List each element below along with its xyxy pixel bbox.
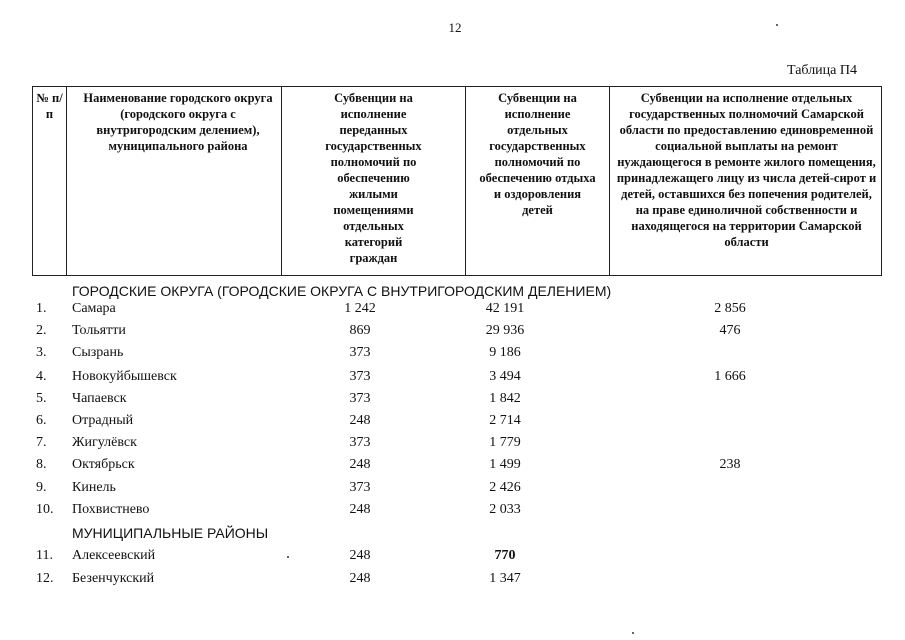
row-name: Тольятти: [72, 323, 126, 338]
row-housing-value: 248: [349, 571, 371, 586]
row-number: 8.: [36, 457, 47, 472]
row-repair-value: 476: [719, 323, 741, 338]
header-col-recreation-subvention: Субвенции на исполнение отдельных государственных полномочий по обеспечению отдыха и оздоровления детей: [466, 87, 610, 275]
section-title-city-districts: ГОРОДСКИЕ ОКРУГА (ГОРОДСКИЕ ОКРУГА С ВНУТРИГОРОДСКИМ ДЕЛЕНИЕМ): [72, 283, 612, 299]
table-label: Таблица П4: [787, 63, 857, 78]
row-recreation-value: 29 936: [485, 323, 525, 338]
row-number: 7.: [36, 435, 47, 450]
row-recreation-value: 2 033: [489, 502, 521, 517]
row-recreation-value: 1 779: [489, 435, 521, 450]
row-name: Жигулёвск: [72, 435, 137, 450]
row-name: Октябрьск: [72, 457, 135, 472]
row-number: 4.: [36, 369, 47, 384]
header-col-name: Наименование городского округа (городского округа с внутригородским делением), муниципального района: [67, 87, 282, 275]
row-housing-value: 869: [349, 323, 371, 338]
table-row: [0, 320, 905, 342]
table-row: [0, 410, 905, 432]
row-name: Сызрань: [72, 345, 124, 360]
row-housing-value: 248: [349, 502, 371, 517]
row-name: Самара: [72, 301, 116, 316]
table-header: [32, 86, 882, 276]
row-housing-value: 248: [349, 413, 371, 428]
table-row: [0, 366, 905, 388]
row-recreation-value: 9 186: [489, 345, 521, 360]
table-row: [0, 432, 905, 454]
row-repair-value: 1 666: [714, 369, 746, 384]
table-row: [0, 388, 905, 410]
row-housing-value: 248: [349, 457, 371, 472]
row-number: 6.: [36, 413, 47, 428]
row-repair-value: 238: [719, 457, 741, 472]
row-recreation-value: 3 494: [489, 369, 521, 384]
row-housing-value: 248: [349, 548, 371, 563]
row-name: Безенчукский: [72, 571, 155, 586]
row-repair-value: 2 856: [714, 301, 746, 316]
row-name: Алексеевский: [72, 548, 156, 563]
table-row: [0, 545, 905, 567]
page-number: 12: [448, 20, 462, 35]
row-recreation-value: 1 842: [489, 391, 521, 406]
header-col-housing-subvention: Субвенции на исполнение переданных государственных полномочий по обеспечению жилыми помещениями отдельных категорий граждан: [282, 87, 466, 275]
row-recreation-value: 1 499: [489, 457, 521, 472]
row-number: 12.: [36, 571, 54, 586]
row-recreation-value: 770: [494, 548, 516, 563]
table-row: [0, 298, 905, 320]
row-housing-value: 373: [349, 369, 371, 384]
row-housing-value: 373: [349, 480, 371, 495]
row-recreation-value: 2 714: [489, 413, 521, 428]
row-number: 9.: [36, 480, 47, 495]
row-recreation-value: 2 426: [489, 480, 521, 495]
row-name: Новокуйбышевск: [72, 369, 177, 384]
row-name: Кинель: [72, 480, 116, 495]
header-col-number: № п/п: [33, 87, 67, 275]
row-housing-value: 373: [349, 391, 371, 406]
row-number: 3.: [36, 345, 47, 360]
section-title-municipal-districts: МУНИЦИПАЛЬНЫЕ РАЙОНЫ: [72, 525, 269, 541]
table-row: [0, 454, 905, 476]
scan-speck: [287, 556, 289, 558]
row-number: 5.: [36, 391, 47, 406]
row-recreation-value: 1 347: [489, 571, 521, 586]
row-number: 11.: [36, 548, 53, 563]
table-row: [0, 499, 905, 521]
row-housing-value: 1 242: [344, 301, 376, 316]
row-housing-value: 373: [349, 345, 371, 360]
scan-speck: [776, 24, 778, 26]
row-recreation-value: 42 191: [485, 301, 525, 316]
row-housing-value: 373: [349, 435, 371, 450]
row-number: 1.: [36, 301, 47, 316]
scan-speck: [632, 632, 634, 634]
table-row: [0, 342, 905, 364]
table-row: [0, 477, 905, 499]
row-name: Чапаевск: [72, 391, 127, 406]
header-col-repair-subvention: Субвенции на исполнение отдельных государственных полномочий Самарской области по предоставлению единовременной социальной выплаты на ремонт нуждающегося в ремонте жилого помещения, принадлежащего лицу из числа детей-сирот и детей, оставшихся без попечения родителей, на праве единоличной собственности и находящегося на территории Самарской области: [616, 91, 877, 249]
table-row: [0, 568, 905, 590]
row-name: Отрадный: [72, 413, 134, 428]
row-number: 2.: [36, 323, 47, 338]
row-number: 10.: [36, 502, 54, 517]
row-name: Похвистнево: [72, 502, 150, 517]
